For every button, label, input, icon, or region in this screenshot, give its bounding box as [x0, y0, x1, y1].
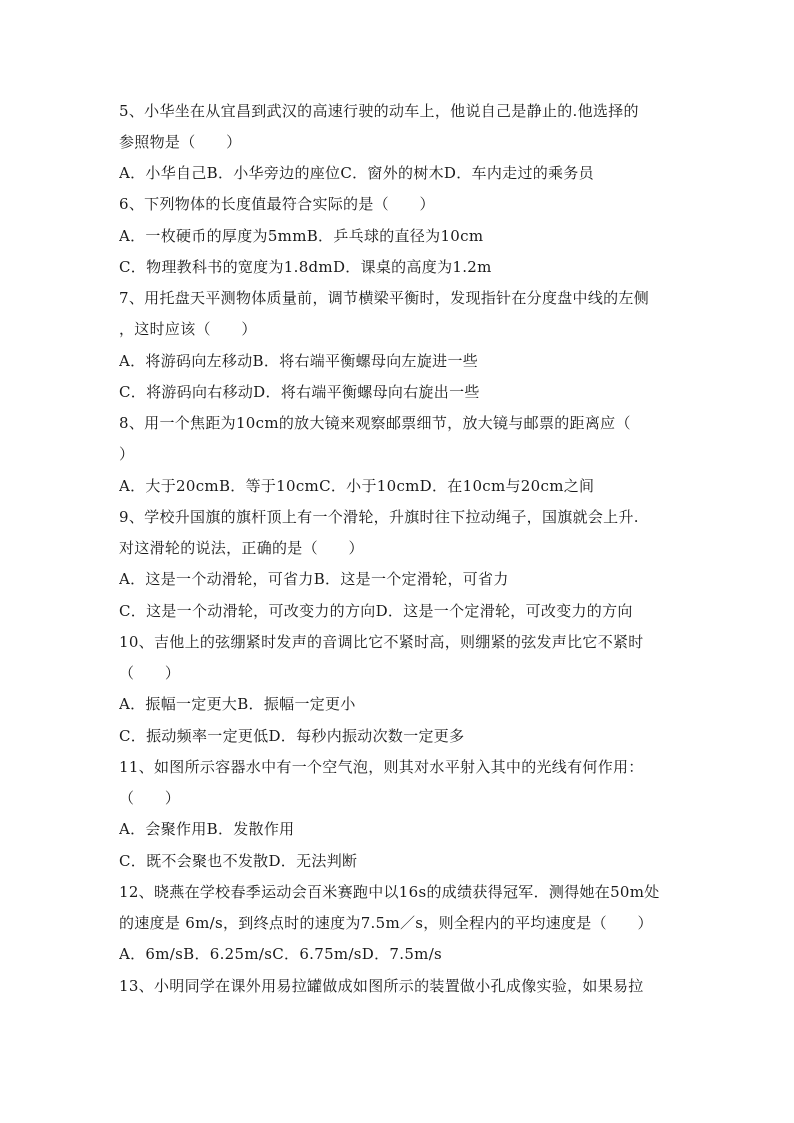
q12-options: A．6m/sB．6.25m/sC．6.75m/sD．7.5m/s	[119, 945, 443, 963]
q10-options-cd: C．振动频率一定更低D．每秒内振动次数一定更多	[119, 727, 465, 745]
q7-stem-line-2: ，这时应该（ ）	[119, 320, 257, 338]
q11-stem-line-1: 11、如图所示容器水中有一个空气泡，则其对水平射入其中的光线有何作用：	[119, 758, 644, 776]
q8-stem-line-1: 8、用一个焦距为10cm的放大镜来观察邮票细节，放大镜与邮票的距离应（	[119, 414, 631, 432]
q11-options-ab: A．会聚作用B．发散作用	[119, 820, 295, 838]
q10-options-ab: A．振幅一定更大B．振幅一定更小	[119, 695, 356, 713]
q5-stem-line-1: 5、小华坐在从宜昌到武汉的高速行驶的动车上，他说自己是静止的.他选择的	[119, 102, 639, 120]
q10-stem-line-1: 10、吉他上的弦绷紧时发声的音调比它不紧时高，则绷紧的弦发声比它不紧时	[119, 633, 644, 651]
q9-stem-line-2: 对这滑轮的说法，正确的是（ ）	[119, 539, 364, 557]
q12-stem-line-2: 的速度是 6m/s，到终点时的速度为7.5m／s，则全程内的平均速度是（ ）	[119, 914, 653, 932]
q10-stem-line-2: （ ）	[119, 664, 181, 682]
q5-options: A．小华自己B．小华旁边的座位C．窗外的树木D．车内走过的乘务员	[119, 164, 594, 182]
q9-options-ab: A．这是一个动滑轮，可省力B．这是一个定滑轮，可省力	[119, 570, 509, 588]
q6-options-ab: A．一枚硬币的厚度为5mmB．乒乓球的直径为10cm	[119, 227, 484, 245]
q7-options-ab: A．将游码向左移动B．将右端平衡螺母向左旋进一些	[119, 352, 479, 370]
q13-stem-line-1: 13、小明同学在课外用易拉罐做成如图所示的装置做小孔成像实验，如果易拉	[119, 977, 644, 995]
q6-options-cd: C．物理教科书的宽度为1.8dmD．课桌的高度为1.2m	[119, 258, 492, 276]
q11-stem-line-2: （ ）	[119, 789, 181, 807]
q11-options-cd: C．既不会聚也不发散D．无法判断	[119, 852, 358, 870]
q5-stem-line-2: 参照物是（ ）	[119, 133, 242, 151]
q7-stem-line-1: 7、用托盘天平测物体质量前，调节横梁平衡时，发现指针在分度盘中线的左侧	[119, 289, 650, 307]
q8-options: A．大于20cmB．等于10cmC．小于10cmD．在10cm与20cm之间	[119, 477, 595, 495]
q9-options-cd: C．这是一个动滑轮，可改变力的方向D．这是一个定滑轮，可改变力的方向	[119, 602, 633, 620]
q12-stem-line-1: 12、晓燕在学校春季运动会百米赛跑中以16s的成绩获得冠军．测得她在50m处	[119, 883, 660, 901]
q7-options-cd: C．将游码向右移动D．将右端平衡螺母向右旋出一些	[119, 383, 480, 401]
q6-stem: 6、下列物体的长度值最符合实际的是（ ）	[119, 195, 435, 213]
q9-stem-line-1: 9、学校升国旗的旗杆顶上有一个滑轮，升旗时往下拉动绳子，国旗就会上升.	[119, 508, 639, 526]
q8-stem-line-2: ）	[119, 445, 135, 463]
